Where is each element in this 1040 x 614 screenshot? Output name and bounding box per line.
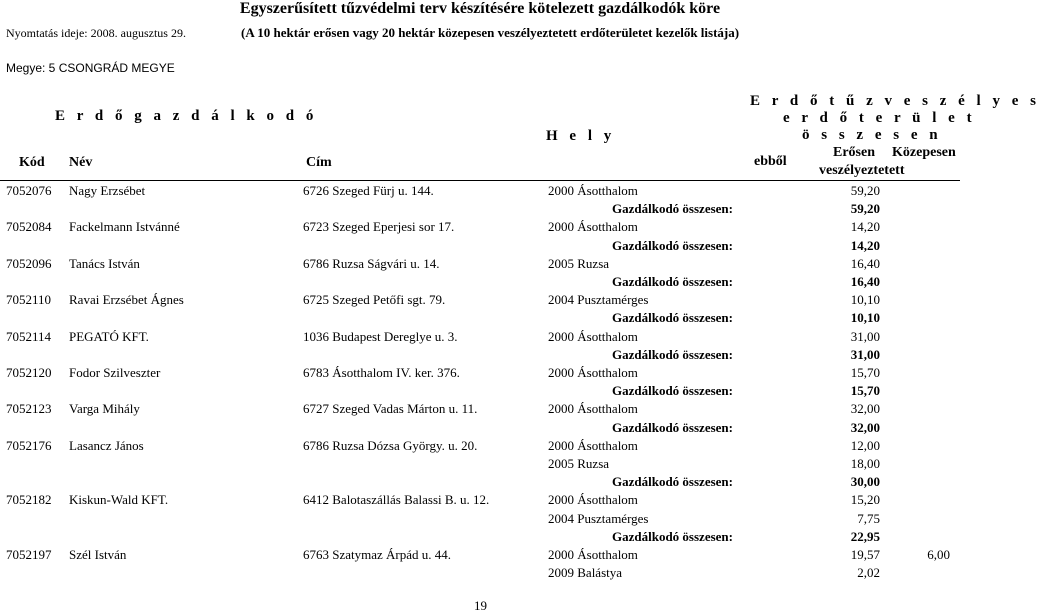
owner-name: Fodor Szilveszter (69, 365, 161, 380)
owner-code: 7052096 (6, 255, 52, 271)
area-erosen: 16,40 (850, 255, 880, 271)
header-divider (0, 180, 960, 181)
owner-name: Ravai Erzsébet Ágnes (69, 292, 184, 308)
place-name: 2009 Balástya (548, 565, 623, 581)
owner-code: 7052182 (6, 492, 52, 508)
owner-code: 7052110 (6, 292, 52, 308)
owner-total-value: 10,10 (850, 310, 880, 326)
owner-address: 6725 Szeged Petőfi sgt. 79. (303, 292, 446, 308)
column-header-nev: Név (69, 155, 93, 170)
owner-address: 6727 Szeged Vadas Márton u. 11. (303, 401, 478, 417)
owner-total-value: 30,00 (850, 474, 880, 490)
owner-address: 6763 Szatymaz Árpád u. 44. (303, 547, 452, 562)
owner-code: 7052114 (6, 328, 52, 344)
owner-code: 7052120 (6, 365, 52, 380)
owner-total-value: 31,00 (850, 346, 880, 362)
owner-address: 1036 Budapest Dereglye u. 3. (303, 328, 458, 344)
total-label: Gazdálkodó összesen: (612, 274, 733, 289)
owner-name: Tanács István (69, 255, 140, 271)
owner-name: Fackelmann Istvánné (69, 219, 180, 235)
area-erosen: 15,20 (850, 492, 880, 508)
owner-address: 6783 Ásotthalom IV. ker. 376. (303, 365, 460, 380)
owner-group-header: E r d ő g a z d á l k o d ó (55, 108, 318, 124)
total-label: Gazdálkodó összesen: (612, 383, 733, 399)
column-header-veszelyeztetett: veszélyeztetett (819, 163, 905, 178)
owner-total-value: 16,40 (850, 274, 880, 289)
print-date: Nyomtatás ideje: 2008. augusztus 29. (6, 26, 186, 40)
total-label: Gazdálkodó összesen: (612, 474, 733, 490)
owner-code: 7052197 (6, 547, 52, 562)
area-header-line1: E r d ő t ű z v e s z é l y e s (750, 93, 1040, 109)
area-erosen: 7,75 (857, 510, 880, 526)
column-header-kod: Kód (19, 155, 45, 170)
area-erosen: 10,10 (850, 292, 880, 308)
owner-name: Lasancz János (69, 437, 144, 453)
owner-code: 7052076 (6, 183, 52, 198)
place-name: 2000 Ásotthalom (548, 492, 638, 508)
page-title: Egyszerűsített tűzvédelmi terv készítésére kötelezett gazdálkodók köre (239, 0, 721, 17)
page-subtitle: (A 10 hektár erősen vagy 20 hektár közepesen veszélyeztetett erdőterületet kezelők listája) (241, 25, 740, 40)
owner-total-value: 14,20 (850, 237, 880, 253)
owner-code: 7052084 (6, 219, 52, 235)
area-erosen: 12,00 (850, 437, 880, 453)
total-label: Gazdálkodó összesen: (612, 310, 733, 326)
area-erosen: 18,00 (850, 456, 880, 471)
column-header-erosen: Erősen (833, 145, 875, 160)
owner-address: 6723 Szeged Eperjesi sor 17. (303, 219, 455, 235)
owner-address: 6786 Ruzsa Ságvári u. 14. (303, 255, 440, 271)
place-name: 2005 Ruzsa (548, 456, 610, 471)
total-label: Gazdálkodó összesen: (612, 346, 733, 362)
place-name: 2004 Pusztamérges (548, 510, 649, 526)
place-name: 2000 Ásotthalom (548, 328, 638, 344)
area-erosen: 2,02 (857, 565, 880, 581)
owner-address: 6412 Balotaszállás Balassi B. u. 12. (303, 492, 490, 508)
area-header-line3: ö s s z e s e n (802, 127, 942, 143)
owner-name: PEGATÓ KFT. (69, 328, 149, 344)
total-label: Gazdálkodó összesen: (612, 419, 733, 435)
place-name: 2005 Ruzsa (548, 255, 610, 271)
total-label: Gazdálkodó összesen: (612, 528, 733, 544)
owner-total-value: 22,95 (850, 528, 880, 544)
column-header-kozepesen: Közepesen (892, 145, 956, 160)
place-header: H e l y (546, 128, 616, 144)
area-erosen: 14,20 (850, 219, 880, 235)
page-number: 19 (474, 598, 487, 613)
column-header-cim: Cím (306, 155, 332, 170)
total-label: Gazdálkodó összesen: (612, 201, 733, 217)
place-name: 2000 Ásotthalom (548, 219, 638, 235)
area-header-line2: e r d ő t e r ü l e t (783, 110, 976, 126)
owner-name: Kiskun-Wald KFT. (69, 492, 169, 508)
county-label: Megye: 5 CSONGRÁD MEGYE (6, 61, 175, 75)
owner-total-value: 59,20 (850, 201, 880, 217)
owner-code: 7052176 (6, 437, 52, 453)
owner-total-value: 15,70 (850, 383, 880, 399)
total-label: Gazdálkodó összesen: (612, 237, 733, 253)
area-erosen: 59,20 (850, 183, 880, 198)
place-name: 2004 Pusztamérges (548, 292, 649, 308)
area-erosen: 15,70 (850, 365, 880, 380)
area-erosen: 19,57 (850, 547, 880, 562)
owner-address: 6786 Ruzsa Dózsa György. u. 20. (303, 437, 478, 453)
place-name: 2000 Ásotthalom (548, 365, 638, 380)
owner-total-value: 32,00 (850, 419, 880, 435)
area-kozepesen: 6,00 (927, 547, 950, 562)
owner-address: 6726 Szeged Fürj u. 144. (303, 183, 434, 198)
place-name: 2000 Ásotthalom (548, 401, 638, 417)
area-erosen: 31,00 (850, 328, 880, 344)
owner-name: Varga Mihály (69, 401, 140, 417)
place-name: 2000 Ásotthalom (548, 437, 638, 453)
owner-name: Nagy Erzsébet (69, 183, 146, 198)
area-erosen: 32,00 (850, 401, 880, 417)
place-name: 2000 Ásotthalom (548, 547, 638, 562)
owner-name: Szél István (69, 547, 127, 562)
place-name: 2000 Ásotthalom (548, 183, 638, 198)
column-header-ebbol: ebből (754, 154, 787, 169)
owner-code: 7052123 (6, 401, 52, 417)
